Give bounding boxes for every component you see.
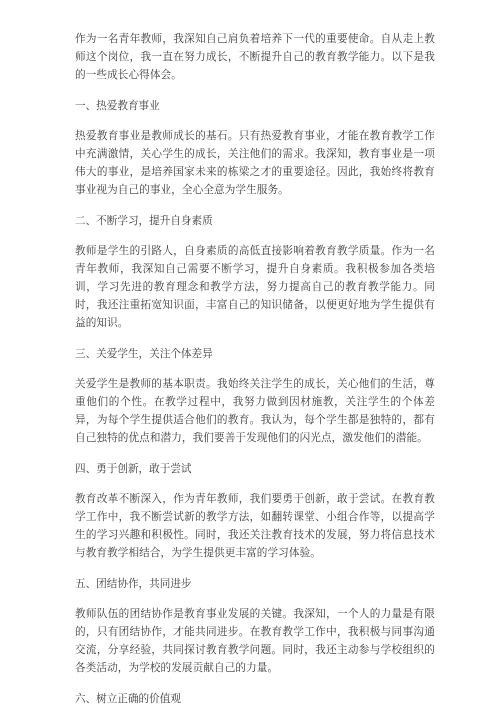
section-heading: 四、勇于创新，敢于尝试 <box>75 463 192 475</box>
section-heading: 一、热爱教育事业 <box>75 100 160 112</box>
section-paragraph: 教师队伍的团结协作是教育事业发展的关键。我深知，一个人的力量是有限的，只有团结协作，才能共同进步。在教育教学工作中，我积极与同事沟通交流，分享经验，共同探讨教育教学问题。同时，我还主动参与学校组织的各类活动，为学校的发展贡献自己的力量。 <box>75 608 435 674</box>
section-heading: 三、关爱学生，关注个体差异 <box>75 348 213 360</box>
section-paragraph: 关爱学生是教师的基本职责。我始终关注学生的成长，关心他们的生活，尊重他们的个性。在教学过程中，我努力做到因材施教，关注学生的个体差异，为每个学生提供适合他们的教育。我认为，每个学生都是独特的，都有自己独特的优点和潜力，我们要善于发现他们的闪光点，激发他们的潜能。 <box>75 378 435 444</box>
intro-paragraph: 作为一名青年教师，我深知自己肩负着培养下一代的重要使命。自从走上教师这个岗位，我一直在努力成长，不断提升自己的教育教学能力。以下是我的一些成长心得体会。 <box>75 33 435 81</box>
section-heading: 六、树立正确的价值观 <box>75 693 181 705</box>
section-paragraph: 教育改革不断深入，作为青年教师，我们要勇于创新，敢于尝试。在教育教学工作中，我不断尝试新的教学方法，如翻转课堂、小组合作等，以提高学生的学习兴趣和积极性。同时，我还关注教育技术的发展，努力将信息技术与教育教学相结合，为学生提供更丰富的学习体验。 <box>75 493 435 559</box>
section-paragraph: 教师是学生的引路人，自身素质的高低直接影响着教育教学质量。作为一名青年教师，我深知自己需要不断学习，提升自身素质。我积极参加各类培训，学习先进的教育理念和教学方法，努力提高自己的教育教学能力。同时，我还注重拓宽知识面，丰富自己的知识储备，以便更好地为学生提供有益的知识。 <box>75 245 435 329</box>
document-page <box>75 30 435 720</box>
section-heading: 二、不断学习，提升自身素质 <box>75 215 213 227</box>
section-paragraph: 热爱教育事业是教师成长的基石。只有热爱教育事业，才能在教育教学工作中充满激情，关心学生的成长，关注他们的需求。我深知，教育事业是一项伟大的事业，是培养国家未来的栋梁之才的重要途径。因此，我始终将教育事业视为自己的事业，全心全意为学生服务。 <box>75 130 435 196</box>
section-heading: 五、团结协作，共同进步 <box>75 578 192 590</box>
